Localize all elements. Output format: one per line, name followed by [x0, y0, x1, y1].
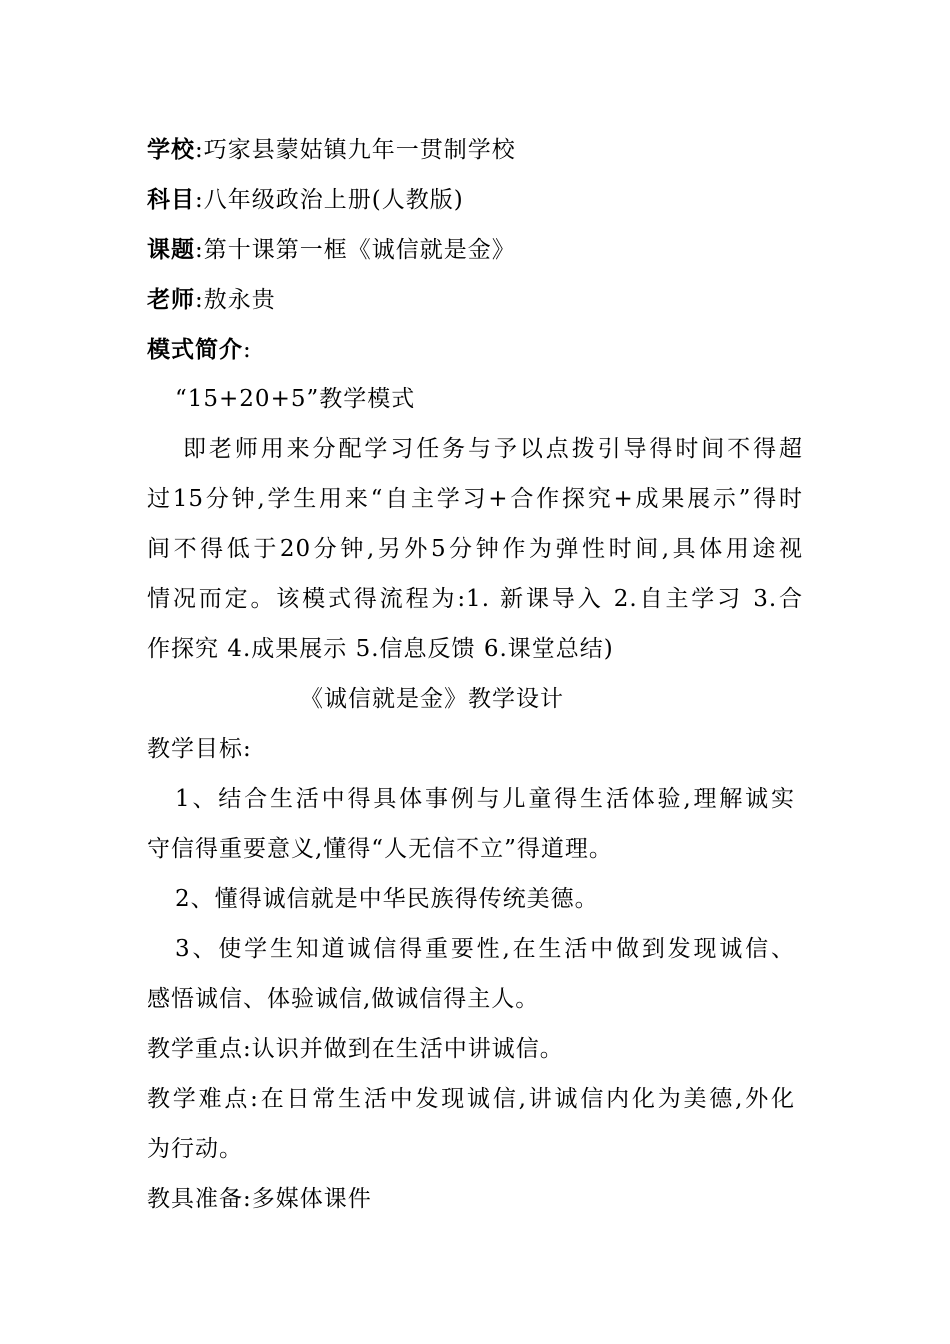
- objectives-label: 教学目标:: [147, 736, 252, 762]
- topic-line: [147, 235, 817, 265]
- objective-3-line-1: 3、使学生知道诚信得重要性,在生活中做到发现诚信、: [175, 936, 795, 962]
- objective-3-line-2: 感悟诚信、体验诚信,做诚信得主人。: [147, 986, 540, 1012]
- difficulty-line-2: 为行动。: [147, 1136, 243, 1162]
- mode-heading-line: [147, 335, 817, 365]
- mode-description-line-1: 即老师用来分配学习任务与予以点拨引导得时间不得超: [183, 436, 803, 462]
- subject-value: :八年级政治上册(人教版): [195, 187, 464, 213]
- mode-description-line-2: 过15分钟,学生用来“自主学习+合作探究+成果展示”得时: [147, 486, 803, 512]
- objective-1-line-2: 守信得重要意义,懂得“人无信不立”得道理。: [147, 836, 613, 862]
- mode-colon: :: [243, 337, 252, 363]
- teacher-value: :敖永贵: [195, 287, 276, 313]
- mode-name: “15+20+5”教学模式: [175, 386, 416, 412]
- mode-description-line-5: 作探究 4.成果展示 5.信息反馈 6.课堂总结): [147, 636, 614, 662]
- difficulty-line-1: 教学难点:在日常生活中发现诚信,讲诚信内化为美德,外化: [147, 1086, 795, 1112]
- teacher-line: [147, 285, 817, 315]
- objective-1-line-1: 1、结合生活中得具体事例与儿童得生活体验,理解诚实: [175, 786, 795, 812]
- teacher-label: 老师: [147, 287, 195, 313]
- school-label: 学校: [147, 137, 195, 163]
- mode-label: 模式简介: [147, 337, 243, 363]
- subject-label: 科目: [147, 187, 195, 213]
- materials: 教具准备:多媒体课件: [147, 1186, 372, 1212]
- design-title: 《诚信就是金》教学设计: [300, 686, 564, 712]
- mode-description-line-3: 间不得低于20分钟,另外5分钟作为弹性时间,具体用途视: [147, 536, 803, 562]
- key-point: 教学重点:认识并做到在生活中讲诚信。: [147, 1036, 564, 1062]
- school-line: [147, 135, 817, 165]
- school-value: :巧家县蒙姑镇九年一贯制学校: [195, 137, 516, 163]
- subject-line: [147, 185, 817, 215]
- objective-2: 2、懂得诚信就是中华民族得传统美德。: [175, 886, 599, 912]
- mode-description-line-4: 情况而定。该模式得流程为:1. 新课导入 2.自主学习 3.合: [147, 586, 803, 612]
- topic-label: 课题: [147, 237, 195, 263]
- topic-value: :第十课第一框《诚信就是金》: [195, 237, 516, 263]
